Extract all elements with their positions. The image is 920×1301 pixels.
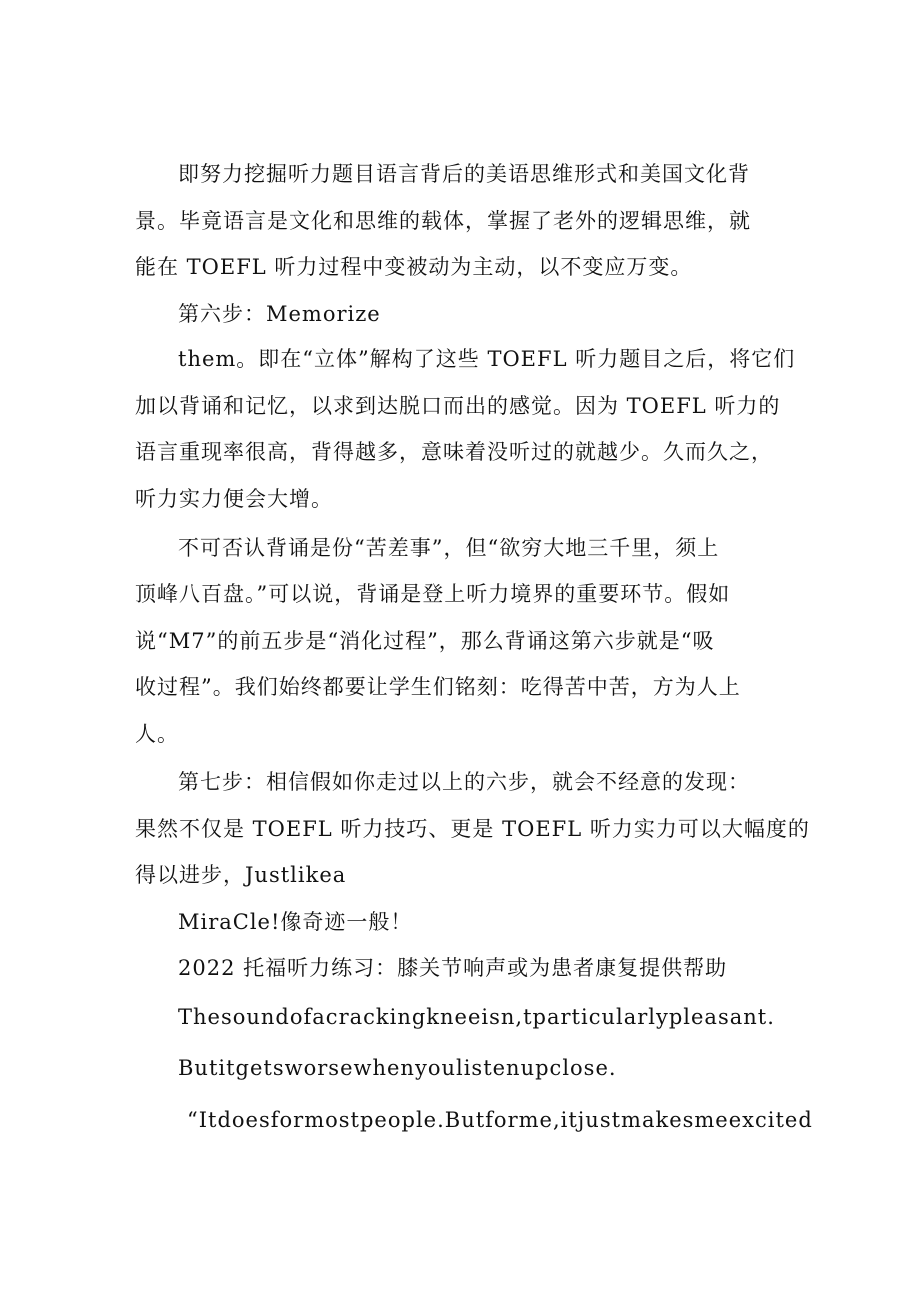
paragraph-line: 果然不仅是 TOEFL 听力技巧、更是 TOEFL 听力实力可以大幅度的 [135,817,810,841]
paragraph-line: 景。毕竟语言是文化和思维的载体，掌握了老外的逻辑思维，就 [135,209,751,233]
paragraph-line: 收过程”。我们始终都要让学生们铭刻：吃得苦中苦，方为人上 [135,675,741,699]
section-title: 2022 托福听力练习：膝关节响声或为患者康复提供帮助 [178,956,728,980]
paragraph-line: 说“M7”的前五步是“消化过程”，那么背诵这第六步就是“吸 [135,629,715,653]
english-line: Butitgetsworsewhenyoulistenupclose. [178,1056,617,1080]
paragraph-line: 顶峰八百盘。”可以说，背诵是登上听力境界的重要环节。假如 [135,582,731,606]
english-line: “Itdoesformostpeople.Butforme,itjustmakesmeexcited [187,1108,813,1132]
step-heading: 第六步：Memorize [178,302,381,326]
paragraph-line: 人。 [135,722,179,746]
paragraph-line: 能在 TOEFL 听力过程中变被动为主动，以不变应万变。 [135,255,693,279]
paragraph-line: MiraCle!像奇迹一般！ [178,910,413,934]
paragraph-line: 加以背诵和记忆，以求到达脱口而出的感觉。因为 TOEFL 听力的 [135,394,781,418]
paragraph-line: 不可否认背诵是份“苦差事”，但“欲穷大地三千里，须上 [178,536,720,560]
english-line: Thesoundofacrackingkneeisn,tparticularlypleasant. [178,1005,775,1029]
paragraph-line: 即努力挖掘听力题目语言背后的美语思维形式和美国文化背 [178,162,750,186]
paragraph-line: 第七步：相信假如你走过以上的六步，就会不经意的发现： [178,770,750,794]
paragraph-line: them。即在“立体”解构了这些 TOEFL 听力题目之后，将它们 [178,347,796,371]
paragraph-line: 得以进步，Justlikea [135,863,347,887]
paragraph-line: 听力实力便会大增。 [135,487,333,511]
paragraph-line: 语言重现率很高，背得越多，意味着没听过的就越少。久而久之， [135,440,773,464]
